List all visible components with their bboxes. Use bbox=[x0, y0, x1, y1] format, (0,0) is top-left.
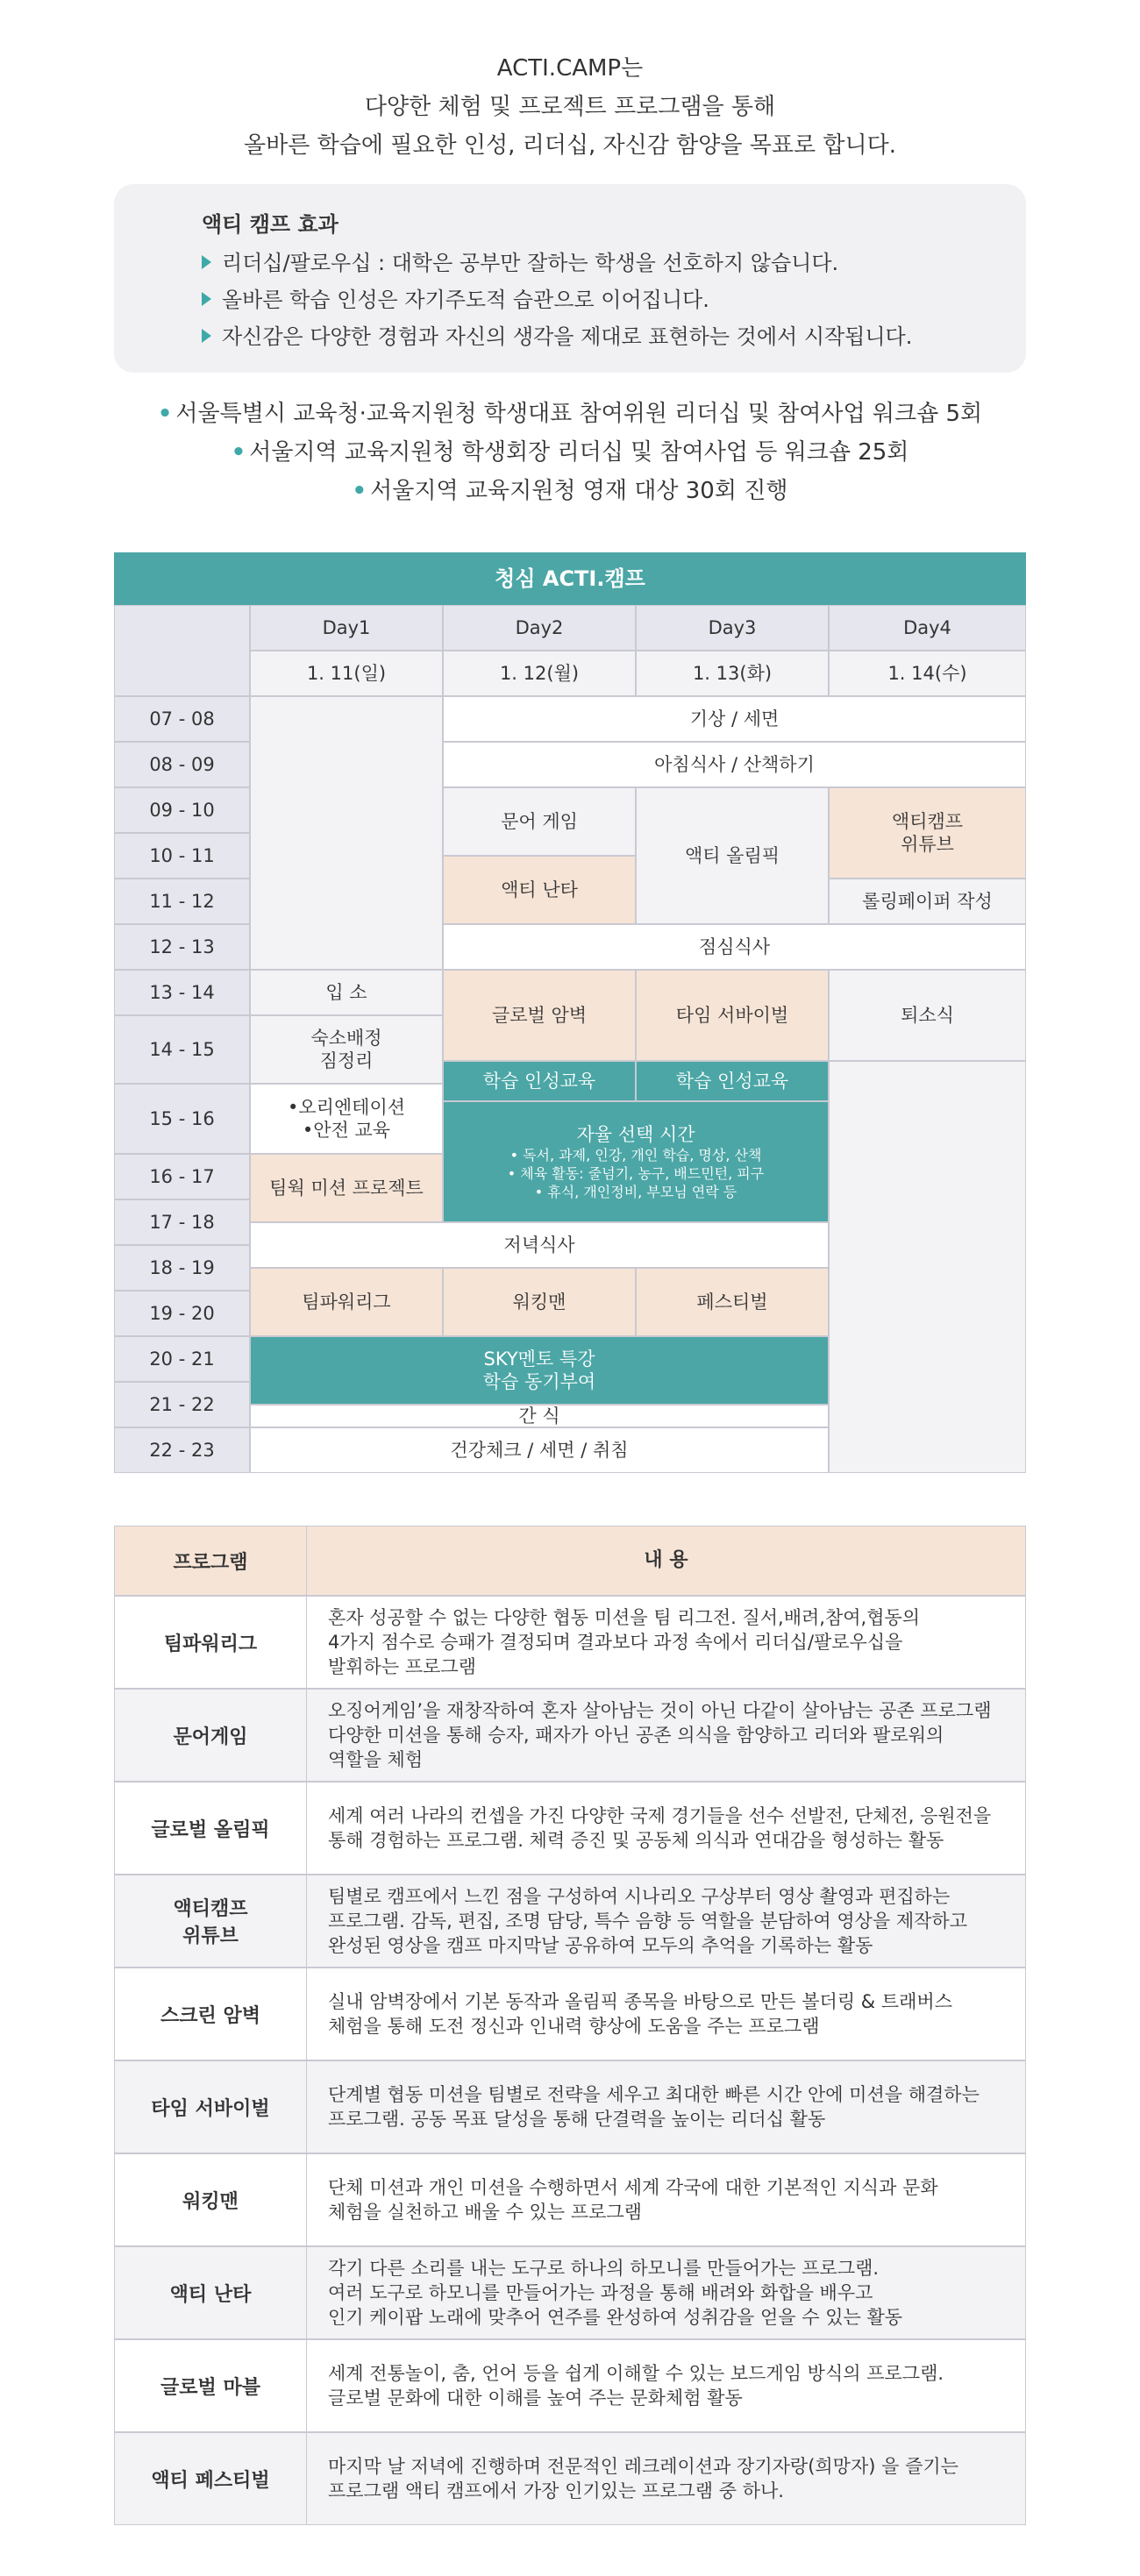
time-slot: 11 - 12 bbox=[114, 879, 250, 924]
program-row bbox=[114, 2432, 1026, 2525]
program-desc: 세계 전통놀이, 춤, 언어 등을 쉽게 이해할 수 있는 보드게임 방식의 프로그램. 글로벌 문화에 대한 이해를 높여 주는 문화체험 활동 bbox=[307, 2339, 1026, 2432]
intro bbox=[0, 49, 1140, 165]
time-slot: 18 - 19 bbox=[114, 1245, 250, 1291]
day-label: Day3 bbox=[636, 605, 829, 651]
time-slot: 16 - 17 bbox=[114, 1154, 250, 1199]
event-teamwork-mission: 팀웍 미션 프로젝트 bbox=[250, 1154, 443, 1222]
program-desc: 팀별로 캠프에서 느낀 점을 구성하여 시나리오 구상부터 영상 촬영과 편집하는 프로그램. 감독, 편집, 조명 담당, 특수 음향 등 역할을 분담하여 영상을 제작하고 완성된 영상을 캠프 마지막날 공유하여 모두의 추억을 기록하는 활동 bbox=[307, 1875, 1026, 1968]
event-sky-mentor: SKY멘토 특강 학습 동기부여 bbox=[250, 1336, 829, 1405]
schedule-title: 청심 ACTI.캠프 bbox=[114, 552, 1026, 605]
event-free-time bbox=[443, 1101, 829, 1222]
effects-item bbox=[202, 246, 838, 276]
record-text: 서울특별시 교육청·교육지원청 학생대표 참여위원 리더십 및 참여사업 워크숍 5회 bbox=[175, 401, 983, 427]
time-slot: 13 - 14 bbox=[114, 970, 250, 1015]
effects-item-text: 리더십/팔로우십 : 대학은 공부만 잘하는 학생을 선호하지 않습니다. bbox=[222, 251, 839, 275]
program-name: 타임 서바이벌 bbox=[114, 2060, 307, 2153]
event-wake: 기상 / 세면 bbox=[443, 696, 1026, 742]
time-slot: 20 - 21 bbox=[114, 1336, 250, 1382]
program-desc: 혼자 성공할 수 없는 다양한 협동 미션을 팀 리그전. 질서,배려,참여,협동의 4가지 점수로 승패가 결정되며 결과보다 과정 속에서 리더십/팔로우십을 발휘하는 프로그램 bbox=[307, 1596, 1026, 1689]
program-row bbox=[114, 2339, 1026, 2432]
triangle-bullet-icon bbox=[202, 329, 211, 343]
time-slot: 22 - 23 bbox=[114, 1427, 250, 1473]
effects-title: 액티 캠프 효과 bbox=[202, 212, 338, 237]
bullet-dot-icon: • bbox=[157, 401, 173, 427]
event-team-power-league: 팀파워리그 bbox=[250, 1268, 443, 1336]
event-snack: 간 식 bbox=[250, 1405, 829, 1427]
program-header-row bbox=[114, 1526, 1026, 1596]
program-row bbox=[114, 1689, 1026, 1782]
program-row bbox=[114, 1782, 1026, 1875]
program-row bbox=[114, 1875, 1026, 1968]
event-festival: 페스티벌 bbox=[636, 1268, 829, 1336]
program-row bbox=[114, 2246, 1026, 2339]
bullet-dot-icon: • bbox=[231, 439, 246, 466]
program-desc: 단계별 협동 미션을 팀별로 전략을 세우고 최대한 빠른 시간 안에 미션을 해결하는 프로그램. 공동 목표 달성을 통해 단결력을 높이는 리더십 활동 bbox=[307, 2060, 1026, 2153]
event-lunch: 점심식사 bbox=[443, 924, 1026, 970]
schedule-corner bbox=[114, 605, 250, 696]
event-health-check: 건강체크 / 세면 / 취침 bbox=[250, 1427, 829, 1473]
program-row bbox=[114, 2153, 1026, 2246]
triangle-bullet-icon bbox=[202, 292, 211, 306]
program-name: 글로벌 마블 bbox=[114, 2339, 307, 2432]
program-name: 액티 난타 bbox=[114, 2246, 307, 2339]
time-slot: 19 - 20 bbox=[114, 1291, 250, 1336]
program-name: 액티캠프 위튜브 bbox=[114, 1875, 307, 1968]
event-closing: 퇴소식 bbox=[829, 970, 1026, 1061]
time-slot: 10 - 11 bbox=[114, 833, 250, 879]
event-character-education: 학습 인성교육 bbox=[636, 1061, 829, 1101]
program-row bbox=[114, 1596, 1026, 1689]
effects-item bbox=[202, 319, 912, 350]
effects-item bbox=[202, 282, 709, 313]
program-name: 액티 페스티벌 bbox=[114, 2432, 307, 2525]
event-orientation: •오리엔테이션 •안전 교육 bbox=[250, 1084, 443, 1154]
event-room-assignment: 숙소배정 짐정리 bbox=[250, 1015, 443, 1084]
day-label: Day4 bbox=[829, 605, 1026, 651]
event-olympic: 액티 올림픽 bbox=[636, 787, 829, 924]
program-desc: 각기 다른 소리를 내는 도구로 하나의 하모니를 만들어가는 프로그램. 여러 도구로 하모니를 만들어가는 과정을 통해 배려와 화합을 배우고 인기 케이팝 노래에 맞추어 연주를 완성하여 성취감을 얻을 수 있는 활동 bbox=[307, 2246, 1026, 2339]
time-slot: 07 - 08 bbox=[114, 696, 250, 742]
time-slot: 17 - 18 bbox=[114, 1199, 250, 1245]
effects-box bbox=[114, 184, 1026, 373]
program-row bbox=[114, 1968, 1026, 2060]
free-time-items: • 독서, 과제, 인강, 개인 학습, 명상, 산책 • 체육 활동: 줄넘기, 농구, 배드민턴, 피구 • 휴식, 개인정비, 부모님 연락 등 bbox=[507, 1146, 765, 1200]
schedule-table bbox=[114, 552, 1026, 1478]
event-climbing: 글로벌 암벽 bbox=[443, 970, 636, 1061]
event-rolling-paper: 롤링페이퍼 작성 bbox=[829, 879, 1026, 924]
event-octopus-game: 문어 게임 bbox=[443, 787, 636, 856]
time-slot: 21 - 22 bbox=[114, 1382, 250, 1427]
event-running-man: 워킹맨 bbox=[443, 1268, 636, 1336]
schedule-empty bbox=[829, 1061, 1026, 1473]
time-slot: 12 - 13 bbox=[114, 924, 250, 970]
day-date: 1. 12(월) bbox=[443, 651, 636, 696]
day-label: Day2 bbox=[443, 605, 636, 651]
program-header-desc: 내 용 bbox=[307, 1526, 1026, 1596]
time-slot: 15 - 16 bbox=[114, 1084, 250, 1154]
program-row bbox=[114, 2060, 1026, 2153]
time-slot: 09 - 10 bbox=[114, 787, 250, 833]
event-character-education: 학습 인성교육 bbox=[443, 1061, 636, 1101]
event-nanta: 액티 난타 bbox=[443, 856, 636, 924]
program-name: 스크린 암벽 bbox=[114, 1968, 307, 2060]
time-slot: 14 - 15 bbox=[114, 1015, 250, 1084]
day-label: Day1 bbox=[250, 605, 443, 651]
event-time-survival: 타임 서바이벌 bbox=[636, 970, 829, 1061]
record-text: 서울지역 교육지원청 영재 대상 30회 진행 bbox=[370, 478, 788, 504]
record-item bbox=[0, 395, 1140, 433]
program-name: 문어게임 bbox=[114, 1689, 307, 1782]
program-desc: 세계 여러 나라의 컨셉을 가진 다양한 국제 경기들을 선수 선발전, 단체전, 응원전을 통해 경험하는 프로그램. 체력 증진 및 공동체 의식과 연대감을 형성하는 활동 bbox=[307, 1782, 1026, 1875]
event-youtube: 액티캠프 위튜브 bbox=[829, 787, 1026, 879]
day-date: 1. 13(화) bbox=[636, 651, 829, 696]
record-text: 서울지역 교육지원청 학생회장 리더십 및 참여사업 등 워크숍 25회 bbox=[249, 439, 909, 466]
program-desc: 실내 암벽장에서 기본 동작과 올림픽 종목을 바탕으로 만든 볼더링 & 트래버스 체험을 통해 도전 정신과 인내력 향상에 도움을 주는 프로그램 bbox=[307, 1968, 1026, 2060]
time-slot: 08 - 09 bbox=[114, 742, 250, 787]
effects-item-text: 자신감은 다양한 경험과 자신의 생각을 제대로 표현하는 것에서 시작됩니다. bbox=[222, 324, 913, 349]
program-desc: 오징어게임’을 재창작하여 혼자 살아남는 것이 아닌 다같이 살아남는 공존 프로그램 다양한 미션을 통해 승자, 패자가 아닌 공존 의식을 함양하고 리더와 팔로워의 역할을 체험 bbox=[307, 1689, 1026, 1782]
effects-item-text: 올바른 학습 인성은 자기주도적 습관으로 이어집니다. bbox=[222, 288, 709, 312]
day-date: 1. 14(수) bbox=[829, 651, 1026, 696]
record-item bbox=[0, 472, 1140, 510]
program-desc: 단체 미션과 개인 미션을 수행하면서 세계 각국에 대한 기본적인 지식과 문화 체험을 실천하고 배울 수 있는 프로그램 bbox=[307, 2153, 1026, 2246]
intro-line: 올바른 학습에 필요한 인성, 리더십, 자신감 함양을 목표로 합니다. bbox=[244, 132, 896, 159]
intro-line: ACTI.CAMP는 bbox=[496, 55, 644, 82]
free-time-title: 자율 선택 시간 bbox=[576, 1123, 695, 1145]
records bbox=[0, 395, 1140, 510]
schedule-empty bbox=[250, 696, 443, 970]
program-desc: 마지막 날 저녁에 진행하며 전문적인 레크레이션과 장기자랑(희망자) 을 즐기는 프로그램 액티 캠프에서 가장 인기있는 프로그램 중 하나. bbox=[307, 2432, 1026, 2525]
event-dinner: 저녁식사 bbox=[250, 1222, 829, 1268]
program-name: 글로벌 올림픽 bbox=[114, 1782, 307, 1875]
event-breakfast: 아침식사 / 산책하기 bbox=[443, 742, 1026, 787]
intro-line: 다양한 체험 및 프로젝트 프로그램을 통해 bbox=[364, 94, 776, 120]
record-item bbox=[0, 433, 1140, 472]
program-name: 워킹맨 bbox=[114, 2153, 307, 2246]
program-header-name: 프로그램 bbox=[114, 1526, 307, 1596]
triangle-bullet-icon bbox=[202, 255, 211, 269]
event-entrance: 입 소 bbox=[250, 970, 443, 1015]
day-date: 1. 11(일) bbox=[250, 651, 443, 696]
bullet-dot-icon: • bbox=[352, 478, 367, 504]
program-name: 팀파워리그 bbox=[114, 1596, 307, 1689]
